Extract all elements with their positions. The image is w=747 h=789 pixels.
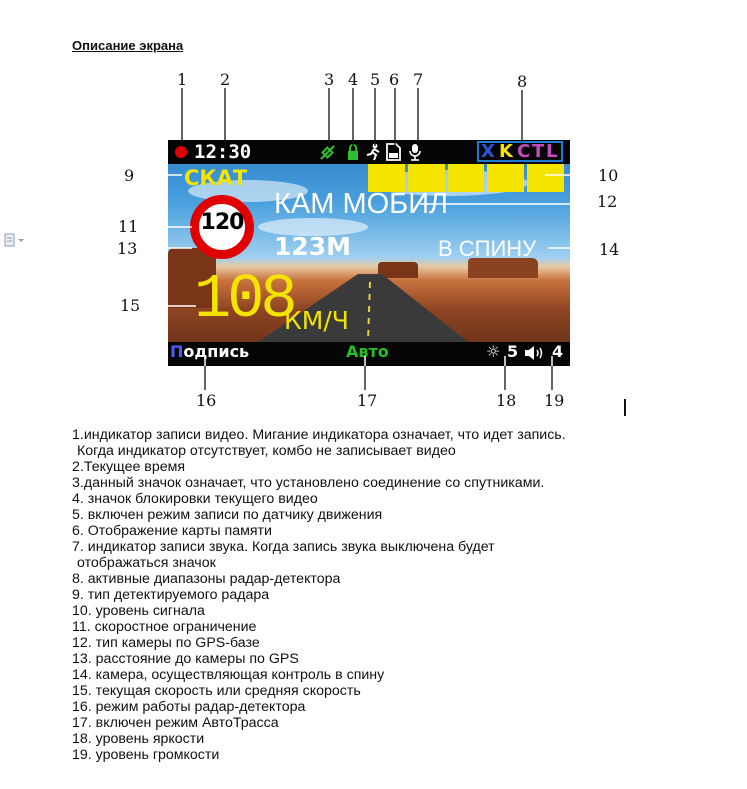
callout-19: 19 — [544, 391, 565, 410]
band-k: K — [499, 141, 513, 162]
callout-6: 6 — [389, 70, 400, 89]
list-item: 3.данный значок означает, что установлено соединение со спутниками. — [72, 475, 545, 491]
list-item: Когда индикатор отсутствует, комбо не записывает видео — [77, 443, 456, 459]
list-item: 2.Текущее время — [72, 459, 186, 475]
list-item: 11. скоростное ограничение — [72, 619, 257, 635]
camera-type: КАМ МОБИЛ — [274, 188, 449, 220]
list-item: 13. расстояние до камеры по GPS — [72, 651, 299, 667]
callout-17: 17 — [357, 391, 378, 410]
callout-16: 16 — [196, 391, 217, 410]
callout-18: 18 — [496, 391, 517, 410]
list-item: 10. уровень сигнала — [72, 603, 205, 619]
brightness-icon: ☼ — [486, 342, 501, 361]
callout-5: 5 — [370, 70, 381, 89]
callout-3: 3 — [324, 70, 335, 89]
speed-unit: КМ/Ч — [284, 306, 349, 335]
callout-1: 1 — [177, 70, 188, 89]
callout-2: 2 — [220, 70, 231, 89]
brightness-value: 5 — [507, 342, 519, 361]
callout-9: 9 — [124, 166, 135, 185]
camera-direction: В СПИНУ — [438, 236, 537, 261]
list-item: 5. включен режим записи по датчику движения — [72, 507, 383, 523]
radar-mode-initial: П — [170, 342, 184, 361]
camera-distance: 123М — [274, 232, 352, 261]
radar-mode-rest: одпись — [183, 342, 250, 361]
callout-7: 7 — [413, 70, 424, 89]
list-item: 19. уровень громкости — [72, 747, 220, 763]
list-item: 16. режим работы радар-детектора — [72, 699, 306, 715]
band-x: X — [481, 141, 495, 162]
page-heading: Описание экрана — [72, 38, 184, 53]
list-item: 4. значок блокировки текущего видео — [72, 491, 318, 507]
list-item: 12. тип камеры по GPS-базе — [72, 635, 260, 651]
callout-11: 11 — [118, 217, 139, 236]
callout-13: 13 — [117, 239, 138, 258]
description-list — [72, 427, 566, 763]
band-c: C — [517, 141, 531, 162]
current-time: 12:30 — [194, 141, 252, 163]
callout-10: 10 — [598, 166, 619, 185]
list-item: 6. Отображение карты памяти — [72, 523, 272, 539]
list-item: 18. уровень яркости — [72, 731, 205, 747]
list-item: 1.индикатор записи видео. Мигание индикатора означает, что идет запись. — [72, 427, 566, 443]
list-item: 14. камера, осуществляющая контроль в спину — [72, 667, 385, 683]
radar-type: СКАТ — [184, 166, 248, 190]
list-item: отображаться значок — [77, 555, 216, 571]
auto-mode: Авто — [346, 342, 389, 361]
list-item: 9. тип детектируемого радара — [72, 587, 270, 603]
speed-limit-value: 120 — [200, 210, 244, 235]
callout-15: 15 — [120, 296, 141, 315]
list-item: 8. активные диапазоны радар-детектора — [72, 571, 341, 587]
callout-4: 4 — [348, 70, 359, 89]
list-item: 15. текущая скорость или средняя скорость — [72, 683, 361, 699]
callout-14: 14 — [599, 240, 620, 259]
list-item: 17. включен режим АвтоТрасса — [72, 715, 279, 731]
list-item: 7. индикатор записи звука. Когда запись звука выключена будет — [72, 539, 495, 555]
callout-12: 12 — [597, 192, 618, 211]
band-t: T — [532, 141, 545, 162]
band-l: L — [546, 141, 558, 162]
callout-8: 8 — [517, 72, 528, 91]
volume-value: 4 — [552, 342, 564, 361]
text-cursor — [624, 399, 626, 416]
current-speed: 108 — [194, 264, 294, 335]
